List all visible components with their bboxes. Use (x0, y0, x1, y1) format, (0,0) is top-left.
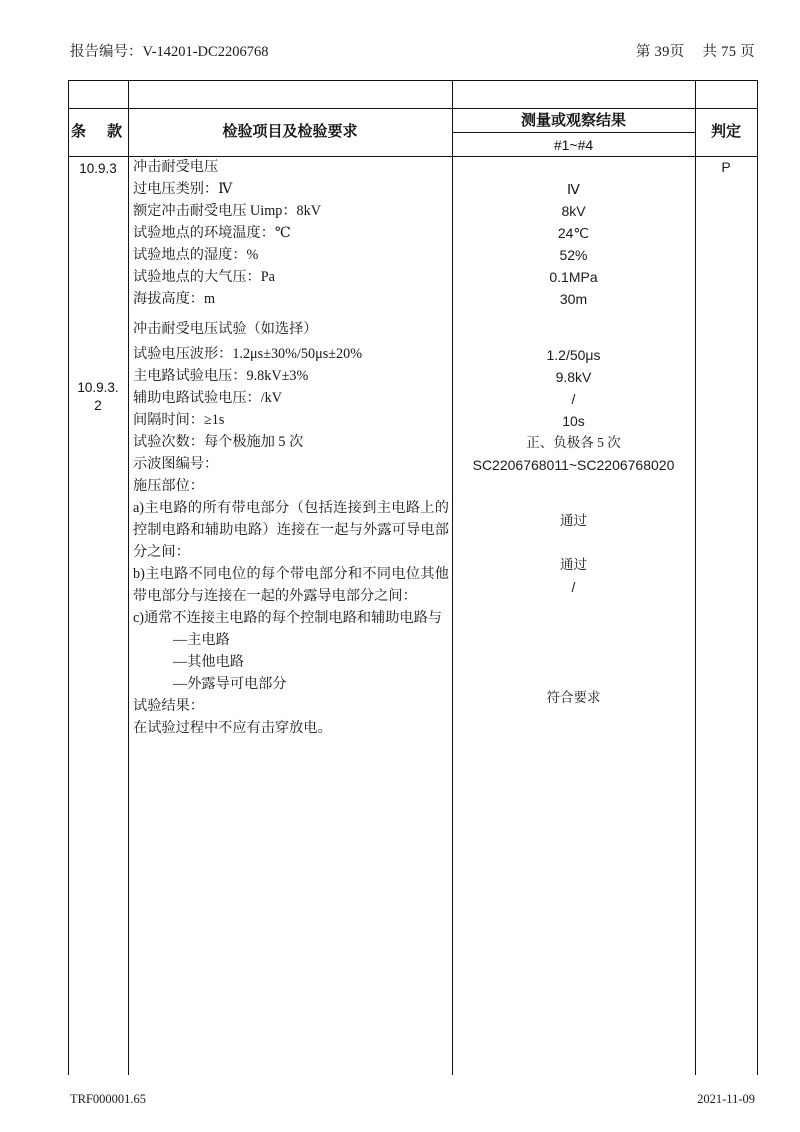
item-sub-line: —外露导可电部分 (173, 676, 287, 692)
column-header-result: 测量或观察结果 (520, 113, 626, 129)
page-header (70, 40, 755, 64)
item-line: 示波图编号： (133, 456, 219, 472)
result-value-paragraph-b: 通过 (560, 557, 587, 572)
item-line: 辅助电路试验电压：/kV (133, 390, 282, 406)
result-value: 24℃ (557, 225, 590, 241)
inspection-item-column (128, 156, 452, 739)
result-value: 1.2/50μs (546, 347, 601, 363)
item-paragraph-b: b)主电路不同电位的每个带电部分和不同电位其他带电部分与连接在一起的外露导电部分之间： (133, 566, 449, 604)
column-header-verdict: 判定 (710, 124, 741, 140)
page-total: 共 75 页 (702, 44, 755, 60)
verdict-value: P (721, 159, 731, 175)
column-header-clause: 条 款 (70, 124, 125, 140)
item-line: 试验地点的环境温度：℃ (133, 225, 291, 241)
report-number: 报告编号：V-14201-DC2206768 (70, 44, 269, 60)
page-footer (70, 1092, 755, 1112)
item-result-label: 试验结果： (133, 698, 204, 714)
result-value: Ⅳ (567, 181, 580, 197)
item-line: 试验电压波形：1.2μs±30%/50μs±20% (133, 346, 363, 362)
item-line: 施压部位： (133, 478, 204, 494)
result-value: 52% (559, 247, 588, 263)
result-value: 正、负极各 5 次 (526, 435, 621, 450)
item-paragraph-c: c)通常不连接主电路的每个控制电路和辅助电路与 (133, 610, 442, 626)
table-rule-top (68, 80, 758, 81)
item-line: 冲击耐受电压 (133, 159, 219, 175)
item-line: 试验地点的大气压：Pa (133, 269, 275, 285)
column-header-item: 检验项目及检验要求 (222, 124, 358, 140)
clause-number-1: 10.9.3 (79, 161, 117, 176)
page-indicator (636, 40, 755, 64)
inspection-table (68, 80, 758, 1075)
clause-number-2-line1: 10.9.3. (77, 380, 119, 395)
item-line: 额定冲击耐受电压 Uimp：8kV (133, 203, 321, 219)
table-border-left (68, 80, 69, 1075)
item-line: 海拔高度：m (133, 291, 215, 307)
result-value: SC2206768011~SC2206768020 (472, 457, 675, 473)
result-value-paragraph-c: / (571, 579, 576, 595)
clause-number-2-line2: 2 (94, 398, 102, 413)
item-result-text: 在试验过程中不应有击穿放电。 (133, 720, 332, 736)
clause-number-2 (68, 379, 128, 415)
form-number: TRF000001.65 (70, 1092, 147, 1106)
page-current: 第 39页 (635, 44, 685, 60)
item-line: 间隔时间：≥1s (133, 412, 225, 428)
item-line: 冲击耐受电压试验（如选择） (133, 321, 318, 337)
result-value-final: 符合要求 (546, 690, 601, 705)
result-value: 8kV (561, 203, 586, 219)
result-value: / (571, 391, 576, 407)
result-value: 30m (559, 291, 588, 307)
table-border-right (757, 80, 758, 1075)
result-value-paragraph-a: 通过 (560, 513, 587, 528)
item-line: 试验次数：每个极施加 5 次 (133, 434, 304, 450)
column-header-sample: #1~#4 (553, 137, 594, 153)
result-value: 9.8kV (555, 369, 592, 385)
item-line: 试验地点的湿度：% (133, 247, 259, 263)
result-value: 0.1MPa (549, 269, 598, 285)
item-line: 主电路试验电压：9.8kV±3% (133, 368, 309, 384)
item-sub-line: —其他电路 (173, 654, 244, 670)
section-gap (128, 310, 452, 318)
document-date: 2021-11-09 (697, 1092, 755, 1106)
result-value: 10s (562, 413, 585, 429)
item-paragraph-a: a)主电路的所有带电部分（包括连接到主电路上的控制电路和辅助电路）连接在一起与外露可导电部分之间： (133, 500, 449, 560)
item-line: 过电压类别：Ⅳ (133, 181, 233, 197)
item-sub-line: —主电路 (173, 632, 230, 648)
table-border-result (695, 80, 696, 1075)
